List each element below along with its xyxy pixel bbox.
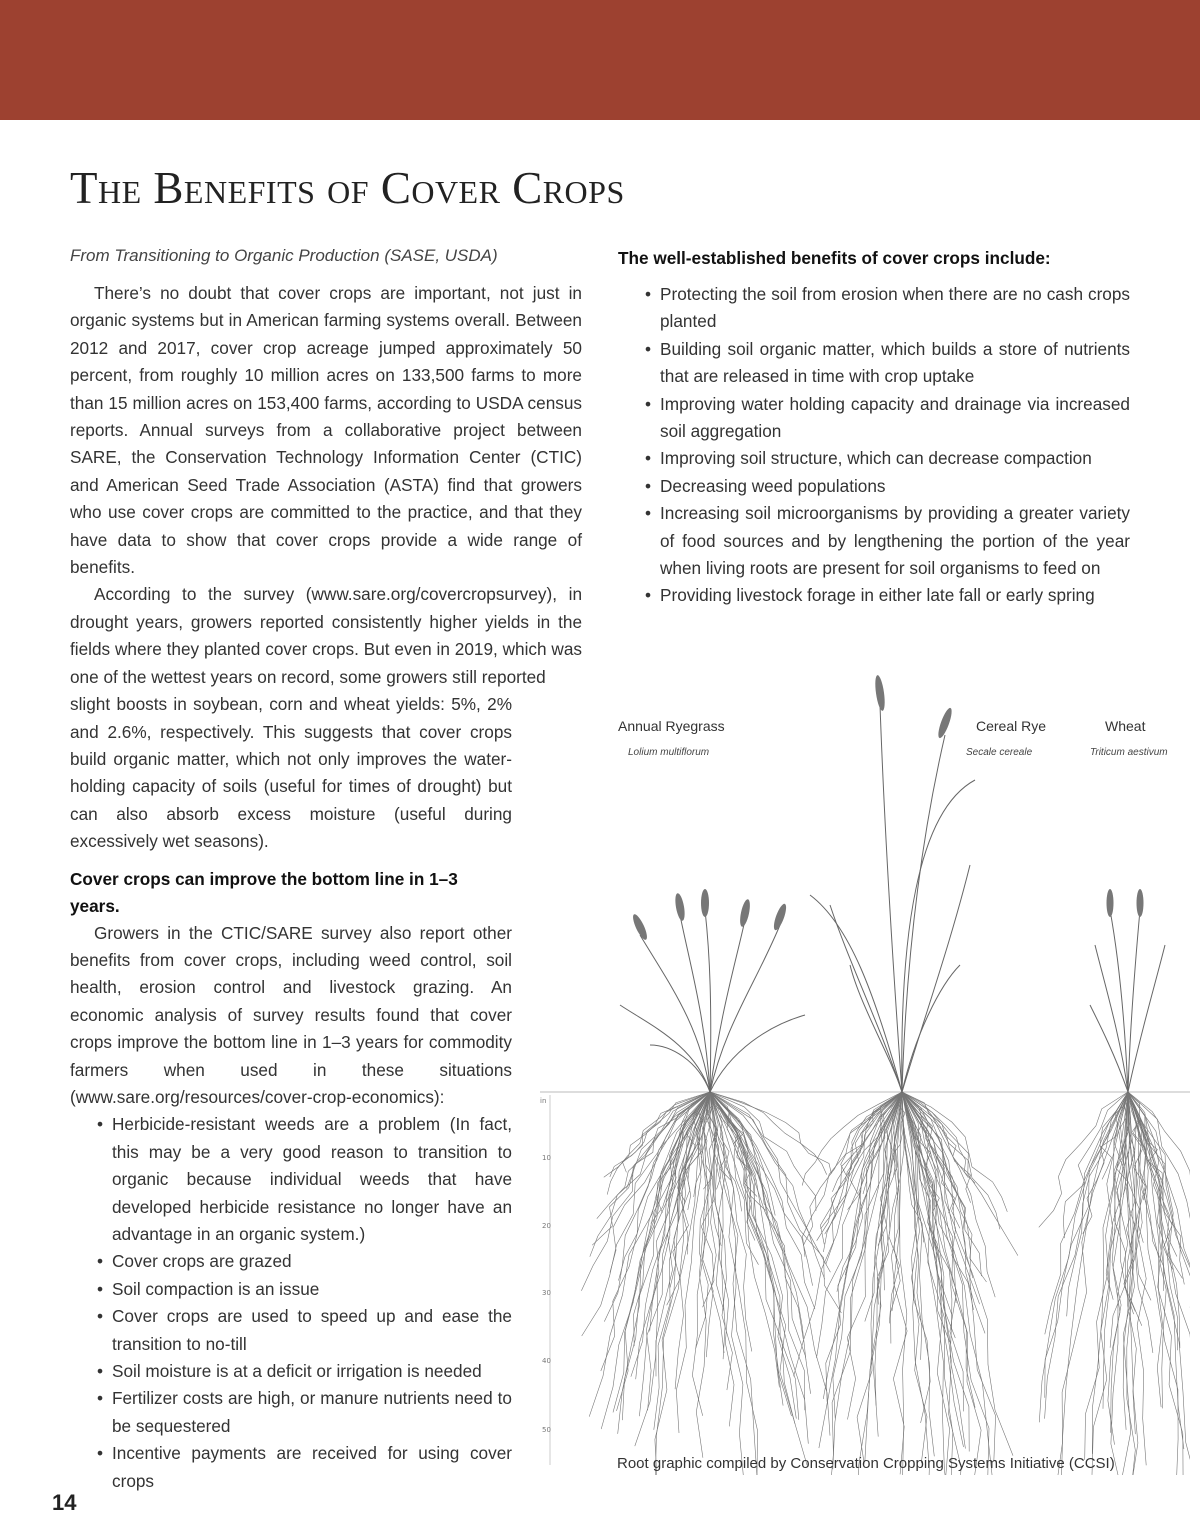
root-strand	[804, 1092, 903, 1245]
list-item: • Herbicide-resistant weeds are a problem (In fact, this may be a very good reason to transition to organic because individual weeds that have developed herbicide resistance no longer have an advantage in an organic system.)	[96, 1111, 512, 1248]
benefits-heading: The well-established benefits of cover crops include:	[618, 248, 1051, 268]
list-item: • Fertilizer costs are high, or manure nutrients need to be sequestered	[96, 1385, 512, 1440]
root-strand	[710, 1092, 815, 1309]
list-item: • Improving water holding capacity and drainage via increased soil aggregation	[644, 391, 1130, 446]
root-strand	[826, 1092, 902, 1402]
root-strand	[618, 1092, 710, 1434]
root-strand	[902, 1092, 981, 1276]
root-strand	[817, 1092, 903, 1358]
root-strand	[710, 1092, 732, 1390]
survey-paragraph-continued: slight boosts in soybean, corn and wheat yields: 5%, 2% and 2.6%, respectively. This suggests that cover crops build organic matter, which not only improves the water-holding capacity of soils (useful for times of drought) but can also absorb excess moisture (useful during excessively wet seasons).	[70, 694, 512, 852]
depth-tick-label: 50	[542, 1426, 551, 1434]
depth-scale-unit: in	[540, 1097, 547, 1105]
plant-roots	[581, 1092, 1190, 1475]
list-item: • Cover crops are used to speed up and ease the transition to no-till	[96, 1303, 512, 1358]
root-strand	[1128, 1092, 1184, 1449]
root-strand	[1061, 1092, 1128, 1475]
list-item: • Soil compaction is an issue	[96, 1276, 512, 1303]
list-item: • Cover crops are grazed	[96, 1248, 512, 1275]
figure-caption: Root graphic compiled by Conservation Cropping Systems Initiative (CCSI)	[617, 1455, 1115, 1472]
root-illustration	[530, 665, 1190, 1475]
seed-heads	[630, 675, 1146, 942]
root-strand	[607, 1092, 710, 1195]
right-column	[618, 245, 1130, 610]
page-title: The Benefits of Cover Crops	[70, 163, 625, 213]
root-strand	[902, 1092, 956, 1475]
root-strand	[710, 1092, 805, 1410]
plant-latin-name: Triticum aestivum	[1090, 747, 1168, 758]
root-strand	[832, 1092, 902, 1192]
list-item: • Building soil organic matter, which builds a store of nutrients that are released in time with crop uptake	[644, 336, 1130, 391]
left-column	[70, 280, 582, 1495]
plant-latin-name: Secale cereale	[966, 747, 1033, 758]
root-strand	[1056, 1092, 1128, 1475]
root-strand	[1128, 1092, 1183, 1475]
depth-tick-label: 20	[542, 1222, 551, 1230]
intro-paragraph: There’s no doubt that cover crops are important, not just in organic systems but in American farming systems overall. Between 2012 and 2017, cover crop acreage jumped approximately 50 percent, from roughly 10 million acres on 133,500 farms to more than 15 million acres on 153,400 farms, according to USDA census reports. Annual surveys from a collaborative project between SARE, the Conservation Technology Information Center (CTIC) and American Seed Trade Association (ASTA) find that growers who use cover crops are committed to the practice, and that they have data to show that cover crops provide a wide range of benefits.	[70, 283, 582, 578]
root-strand	[902, 1092, 955, 1475]
bottom-line-subheading: Cover crops can improve the bottom line in 1–3 years.	[70, 868, 458, 916]
root-strand	[692, 1092, 710, 1416]
root-strand	[902, 1092, 961, 1475]
page-number: 14	[52, 1490, 77, 1515]
survey-paragraph: According to the survey (www.sare.org/covercropsurvey), in drought years, growers reported consistently higher yields in the fields where they planted cover crops. But even in 2019, which was one of the wettest years on record, some growers still reported	[70, 584, 582, 687]
root-strand	[710, 1092, 783, 1406]
root-strand	[710, 1092, 795, 1424]
list-item: • Improving soil structure, which can decrease compaction	[644, 445, 1130, 472]
list-item: • Protecting the soil from erosion when there are no cash crops planted	[644, 281, 1130, 336]
plant-latin-name: Lolium multiflorum	[628, 747, 710, 758]
economics-paragraph: Growers in the CTIC/SARE survey also report other benefits from cover crops, including weed control, soil health, erosion control and livestock grazing. An economic analysis of survey results found that cover crops improve the bottom line in 1–3 years for commodity farmers when used in these situations (www.sare.org/resources/cover-crop-economics):	[70, 922, 512, 1107]
depth-tick-label: 30	[542, 1289, 551, 1297]
plant-label: Cereal Rye	[976, 718, 1047, 734]
list-item: • Incentive payments are received for using cover crops	[96, 1440, 512, 1495]
root-drawing	[530, 665, 1190, 1475]
situations-list	[96, 1111, 512, 1495]
depth-tick-label: 40	[542, 1357, 551, 1365]
plant-label: Wheat	[1105, 718, 1146, 734]
root-strand	[710, 1092, 831, 1174]
plant-label: Annual Ryegrass	[618, 718, 725, 734]
root-strand	[1128, 1092, 1190, 1475]
source-line: From Transitioning to Organic Production (SASE, USDA)	[70, 246, 498, 265]
list-item: • Soil moisture is at a deficit or irrigation is needed	[96, 1358, 512, 1385]
list-item: • Increasing soil microorganisms by providing a greater variety of food sources and by lengthening the portion of the year when living roots are present for soil organisms to feed on	[644, 500, 1130, 582]
list-item: • Decreasing weed populations	[644, 473, 1130, 500]
list-item: • Providing livestock forage in either late fall or early spring	[644, 582, 1130, 609]
root-strand	[1121, 1092, 1134, 1475]
depth-tick-label: 10	[542, 1154, 551, 1162]
benefits-list	[644, 281, 1130, 610]
root-strand	[710, 1092, 734, 1426]
top-banner	[0, 0, 1200, 120]
